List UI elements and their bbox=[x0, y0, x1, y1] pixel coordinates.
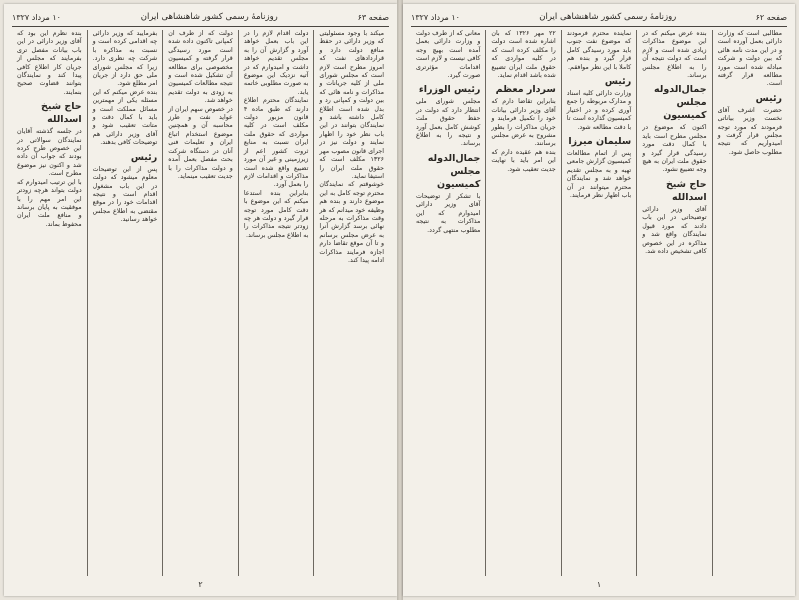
text-column bbox=[713, 30, 787, 576]
speaker-heading: رئیس bbox=[755, 92, 782, 104]
body-paragraph: نمایندگان محترم اطلاع دارند که طبق ماده ۴ قانون مزبور دولت مکلف است در کلیه مواردی که حقوق ملت ایران نسبت به منابع ثروت کشور اعم از زیرزمینی و غیر آن مورد تضییع واقع شده است مذاکرات و اقدامات لازم را بعمل آورد. bbox=[243, 97, 309, 189]
right-page-columns bbox=[411, 30, 787, 576]
left-page-date: ۱۰ مرداد ۱۳۲۷ bbox=[12, 12, 61, 22]
text-column bbox=[486, 30, 561, 576]
left-page bbox=[4, 4, 397, 596]
left-page-columns bbox=[12, 30, 389, 576]
body-paragraph: بنده نظرم این بود که آقای وزیر دارائی در این باب بیانات مفصل تری بفرمایند که مجلس از جریان کار اطلاع کافی پیدا کند و نمایندگان بتوانند قضاوت صحیح بنمایند. bbox=[17, 30, 82, 96]
body-paragraph: بنده هم عقیده دارم که این امر باید با نهایت جدیت تعقیب شود. bbox=[491, 148, 556, 173]
speaker-heading: رئیس bbox=[604, 76, 632, 88]
text-column bbox=[88, 30, 164, 576]
body-paragraph: مجلس شورای ملی انتظار دارد که دولت در حفظ حقوق ملت کوشش کامل بعمل آورد و نتیجه را به اطلاع برساند. bbox=[415, 98, 481, 148]
body-paragraph: ۲۲ مهر ۱۳۲۶ که بآن اشاره شده است دولت را مکلف کرده است که در کلیه مواردی که حقوق ملت ایران تضییع شده باشد اقدام نماید. bbox=[491, 30, 556, 80]
left-page-number: ۲ bbox=[198, 580, 203, 589]
body-paragraph: پس از اتمام مطالعات کمیسیون گزارش جامعی تهیه و به مجلس تقدیم خواهد شد و نمایندگان محترم میتوانند در آن باب اظهار نظر فرمایند. bbox=[566, 150, 632, 200]
speaker-heading: حاج شیخ اسدالله bbox=[40, 101, 82, 126]
right-page-label: صفحه ۶۲ bbox=[755, 12, 787, 22]
body-paragraph: بنده عرض میکنم که در این موضوع مذاکرات زیادی شده است و لازم است که دولت نتیجه آن را به اطلاع مجلس برساند. bbox=[642, 30, 707, 80]
text-column bbox=[411, 30, 486, 576]
text-column bbox=[239, 30, 315, 576]
right-page-header bbox=[411, 10, 787, 27]
body-paragraph: بنابراین تقاضا دارم که آقای وزیر دارائی بیانات خود را تکمیل فرمایند و جریان مذاکرات را بطور مشروح به عرض مجلس برسانند. bbox=[491, 98, 556, 148]
body-paragraph: حضرت اشرف آقای نخست وزیر بیاناتی فرمودند که مورد توجه مجلس قرار گرفت و امیدواریم که نتیجه مطلوب حاصل شود. bbox=[717, 106, 782, 156]
speaker-heading: جمال‌الدوله مجلس کمیسیون bbox=[654, 84, 707, 122]
text-column bbox=[562, 30, 637, 576]
body-paragraph: معانی که از طرف دولت و وزارت دارائی بعمل آمده است بهیچ وجه کافی نیست و لازم است اقدامات مؤثرتری صورت گیرد. bbox=[415, 30, 481, 80]
body-paragraph: با این ترتیب امیدوارم که دولت بتواند هرچه زودتر این امر مهم را با موفقیت به پایان برساند و منافع ملت ایران محفوظ بماند. bbox=[17, 178, 82, 228]
right-page bbox=[403, 4, 795, 596]
body-paragraph: دولت اقدام لازم را در این باب بعمل خواهد آورد و گزارش آن را به مجلس تقدیم خواهد داشت و امیدوارم که در آتیه نزدیک این موضوع به صورت مطلوبی خاتمه یابد. bbox=[243, 30, 309, 96]
body-paragraph: بنابراین بنده استدعا میکنم که این موضوع با دقت کامل مورد توجه قرار گیرد و دولت هر چه زودتر نتیجه مذاکرات را به اطلاع مجلس برساند. bbox=[243, 189, 309, 239]
body-paragraph: خوشوقتم که نمایندگان محترم توجه کامل به این موضوع دارند و بنده هم وظیفه خود میدانم که هر وقت مذاکرات به مرحله نهائی برسد گزارش آنرا به عرض مجلس برسانم و تا آن موقع تقاضا دارم اجازه فرمایند مذاکرات ادامه پیدا کند. bbox=[319, 181, 384, 264]
speaker-heading: حاج شیخ اسدالله bbox=[665, 178, 707, 203]
left-page-title: روزنامهٔ رسمی کشور شاهنشاهی ایران bbox=[140, 12, 278, 22]
body-paragraph: بنده عرض میکنم که این مسئله یکی از مهمترین مسائل مملکت است و باید با کمال دقت و متانت تعقیب شود و آقای وزیر دارائی هم توضیحات کافی بدهند. bbox=[92, 88, 158, 147]
body-paragraph: بفرمایید که وزیر دارائی چه اقدامی کرده است و نسبت به مذاکره با شرکت چه نظری دارد. زیرا که مجلس شورای ملی حق دارد از جریان امر مطلع شود. bbox=[92, 30, 158, 88]
right-page-date: ۱۰ مرداد ۱۳۲۷ bbox=[411, 12, 460, 22]
body-paragraph: وزارت دارائی کلیه اسناد و مدارک مربوطه را جمع آوری کرده و در اختیار کمیسیون گذارده است تا با دقت مطالعه شود. bbox=[566, 90, 632, 131]
speaker-heading: جمال‌الدوله مجلس کمیسیون bbox=[427, 152, 481, 190]
left-page-header bbox=[12, 10, 389, 27]
speaker-heading: رئیس bbox=[130, 151, 158, 163]
text-column bbox=[314, 30, 389, 576]
text-column bbox=[637, 30, 712, 576]
right-page-number: ۱ bbox=[596, 580, 602, 589]
speaker-heading: سردار معظم bbox=[495, 84, 556, 96]
body-paragraph: میکند با وجود مسئولیتی که وزیر دارائی در حفظ منافع دولت دارد و قراردادهای نفت که امروز مطرح است لازم است که مجلس شورای ملی از کلیه جریانات و مذاکرات و نامه هائی که بین دولت و کمپانی رد و بدل شده است اطلاع کامل داشته باشد و نمایندگان بتوانند در این باب نظر خود را اظهار نمایند و دولت نیز در اجرای قانون مصوب مهر ۱۳۲۶ مکلف است که حقوق ملت ایران را استیفا نماید. bbox=[319, 30, 384, 180]
body-paragraph: اکنون که موضوع در مجلس مطرح است باید با کمال دقت مورد رسیدگی قرار گیرد و حقوق ملت ایران به هیچ وجه تضییع نشود. bbox=[642, 124, 707, 174]
speaker-heading: رئیس الوزراء bbox=[418, 84, 481, 96]
body-paragraph: در خصوص سهم ایران از عواید نفت و طرز محاسبه آن و همچنین موضوع استخدام اتباع ایران و تعلیمات فنی آنان در دستگاه شرکت بحث مفصل بعمل آمده و دولت مذاکرات را با جدیت تعقیب مینماید. bbox=[168, 105, 233, 180]
text-column bbox=[12, 30, 88, 576]
right-page-title: روزنامهٔ رسمی کشور شاهنشاهی ایران bbox=[539, 12, 677, 22]
body-paragraph: نماینده محترم فرمودند که موضوع نفت جنوب باید مورد رسیدگی کامل قرار گیرد و بنده هم کاملا با این نظر موافقم. bbox=[566, 30, 632, 71]
body-paragraph: پس از این توضیحات معلوم میشود که دولت در این باب مشغول اقدام است و نتیجه اقدامات خود را در موقع مقتضی به اطلاع مجلس خواهد رسانید. bbox=[92, 165, 158, 224]
body-paragraph: مطالبی است که وزارت دارائی بعمل آورده است و در این مدت نامه هائی که بین دولت و شرکت مبادله شده است مورد مطالعه قرار گرفته است. bbox=[717, 30, 782, 88]
body-paragraph: آقای وزیر دارائی توضیحاتی در این باب دادند که مورد قبول نمایندگان واقع شد و مذاکره در این خصوص کافی تشخیص داده شد. bbox=[642, 205, 707, 255]
left-page-label: صفحه ۶۳ bbox=[357, 12, 389, 22]
body-paragraph: با تشکر از توضیحات آقای وزیر دارائی امیدوارم که این مذاکرات به نتیجه مطلوب منتهی گردد. bbox=[415, 192, 481, 234]
body-paragraph: در جلسه گذشته آقایان نمایندگان سوالاتی در این خصوص طرح کرده بودند که جواب آن داده شد و اکنون نیز موضوع مطرح است. bbox=[17, 128, 82, 178]
speaker-heading: سلیمان میرزا bbox=[568, 136, 632, 148]
text-column bbox=[163, 30, 239, 576]
body-paragraph: دولت که از طرف آن کمپانی تاکنون داده شده است مورد رسیدگی قرار گرفته و کمیسیون مخصوصی برای مطالعه آن تشکیل شده است و نتیجه مطالعات کمیسیون به زودی به دولت تقدیم خواهد شد. bbox=[168, 30, 233, 105]
